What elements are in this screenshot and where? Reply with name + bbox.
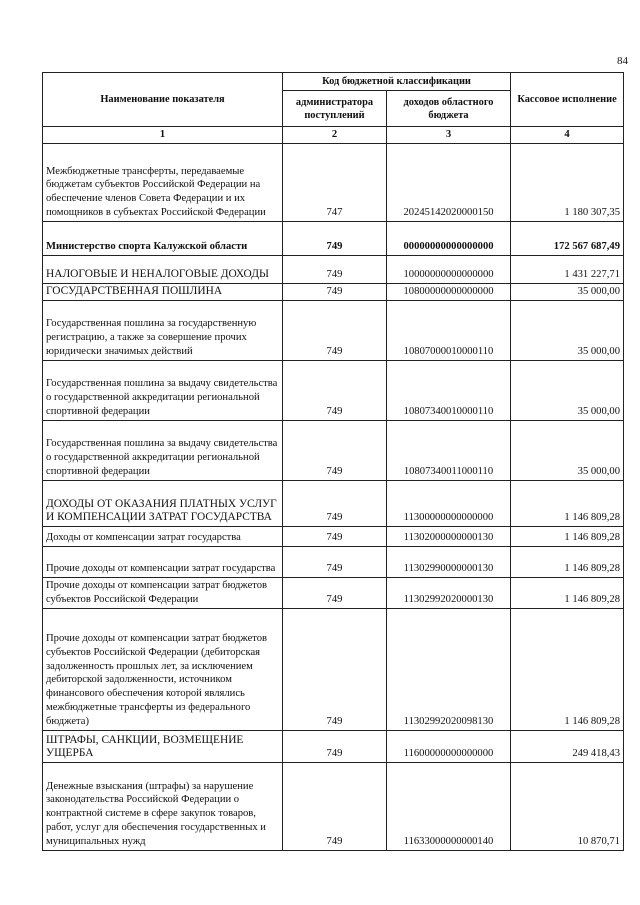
header-kbk-group: Код бюджетной классификации (283, 73, 511, 91)
income-code: 10807340010000110 (387, 360, 511, 420)
admin-code: 749 (283, 255, 387, 283)
indicator-name: НАЛОГОВЫЕ И НЕНАЛОГОВЫЕ ДОХОДЫ (43, 255, 283, 283)
column-number: 1 (43, 127, 283, 144)
admin-code: 749 (283, 546, 387, 577)
admin-code: 749 (283, 608, 387, 730)
income-code: 11633000000000140 (387, 762, 511, 850)
cash-execution: 35 000,00 (511, 300, 624, 360)
cash-execution: 1 146 809,28 (511, 526, 624, 546)
cash-execution: 1 146 809,28 (511, 546, 624, 577)
income-code: 20245142020000150 (387, 143, 511, 221)
indicator-name: Доходы от компенсации затрат государства (43, 526, 283, 546)
cash-execution: 172 567 687,49 (511, 221, 624, 255)
income-code: 11600000000000000 (387, 730, 511, 762)
admin-code: 749 (283, 300, 387, 360)
table-row (43, 762, 624, 850)
income-code: 11302992020098130 (387, 608, 511, 730)
income-code: 11300000000000000 (387, 480, 511, 526)
cash-execution: 1 146 809,28 (511, 577, 624, 608)
header-name-column: Наименование показателя (43, 73, 283, 127)
column-number: 3 (387, 127, 511, 144)
income-code: 11302992020000130 (387, 577, 511, 608)
table-row (43, 420, 624, 480)
table-row (43, 577, 624, 608)
cash-execution: 10 870,71 (511, 762, 624, 850)
indicator-name: Государственная пошлина за выдачу свидетельства о государственной аккредитации региональной спортивной федерации (43, 420, 283, 480)
table-row (43, 360, 624, 420)
admin-code: 749 (283, 730, 387, 762)
table-row (43, 255, 624, 283)
budget-execution-table (42, 72, 624, 851)
table-row (43, 480, 624, 526)
header-admin-column: администратора поступлений (283, 91, 387, 127)
admin-code: 747 (283, 143, 387, 221)
cash-execution: 35 000,00 (511, 283, 624, 300)
income-code: 11302000000000130 (387, 526, 511, 546)
column-number: 4 (511, 127, 624, 144)
indicator-name: Денежные взыскания (штрафы) за нарушение законодательства Российской Федерации о контрактной системе в сфере закупок товаров, работ, услуг для обеспечения государственных и муниципальных нужд (43, 762, 283, 850)
table-row (43, 143, 624, 221)
indicator-name: ГОСУДАРСТВЕННАЯ ПОШЛИНА (43, 283, 283, 300)
indicator-name: Государственная пошлина за государственную регистрацию, а также за совершение прочих юридически значимых действий (43, 300, 283, 360)
table-row (43, 546, 624, 577)
column-number: 2 (283, 127, 387, 144)
header-income-column: доходов областного бюджета (387, 91, 511, 127)
admin-code: 749 (283, 577, 387, 608)
admin-code: 749 (283, 526, 387, 546)
indicator-name: Прочие доходы от компенсации затрат государства (43, 546, 283, 577)
admin-code: 749 (283, 221, 387, 255)
indicator-name: Межбюджетные трансферты, передаваемые бюджетам субъектов Российской Федерации на обеспечение членов Совета Федерации и их помощников в субъектах Российской Федерации (43, 143, 283, 221)
cash-execution: 1 146 809,28 (511, 608, 624, 730)
admin-code: 749 (283, 283, 387, 300)
cash-execution: 1 180 307,35 (511, 143, 624, 221)
cash-execution: 35 000,00 (511, 360, 624, 420)
cash-execution: 1 431 227,71 (511, 255, 624, 283)
cash-execution: 1 146 809,28 (511, 480, 624, 526)
table-row (43, 283, 624, 300)
indicator-name: Прочие доходы от компенсации затрат бюджетов субъектов Российской Федерации (43, 577, 283, 608)
page-number: 84 (617, 55, 628, 67)
cash-execution: 249 418,43 (511, 730, 624, 762)
admin-code: 749 (283, 360, 387, 420)
indicator-name: Министерство спорта Калужской области (43, 221, 283, 255)
admin-code: 749 (283, 762, 387, 850)
table-row (43, 730, 624, 762)
indicator-name: Прочие доходы от компенсации затрат бюджетов субъектов Российской Федерации (дебиторская задолженность прошлых лет, за исключением дебиторской задолженности, источником финансового обеспечения которой являлись межбюджетные трансферты из федерального бюджета) (43, 608, 283, 730)
table-row (43, 526, 624, 546)
income-code: 00000000000000000 (387, 221, 511, 255)
indicator-name: Государственная пошлина за выдачу свидетельства о государственной аккредитации региональной спортивной федерации (43, 360, 283, 420)
table-row (43, 221, 624, 255)
income-code: 10000000000000000 (387, 255, 511, 283)
table-row (43, 608, 624, 730)
income-code: 10800000000000000 (387, 283, 511, 300)
income-code: 10807000010000110 (387, 300, 511, 360)
indicator-name: ШТРАФЫ, САНКЦИИ, ВОЗМЕЩЕНИЕ УЩЕРБА (43, 730, 283, 762)
cash-execution: 35 000,00 (511, 420, 624, 480)
income-code: 11302990000000130 (387, 546, 511, 577)
indicator-name: ДОХОДЫ ОТ ОКАЗАНИЯ ПЛАТНЫХ УСЛУГ И КОМПЕНСАЦИИ ЗАТРАТ ГОСУДАРСТВА (43, 480, 283, 526)
admin-code: 749 (283, 480, 387, 526)
header-amount-column: Кассовое исполнение (511, 73, 624, 127)
table-row (43, 300, 624, 360)
income-code: 10807340011000110 (387, 420, 511, 480)
admin-code: 749 (283, 420, 387, 480)
